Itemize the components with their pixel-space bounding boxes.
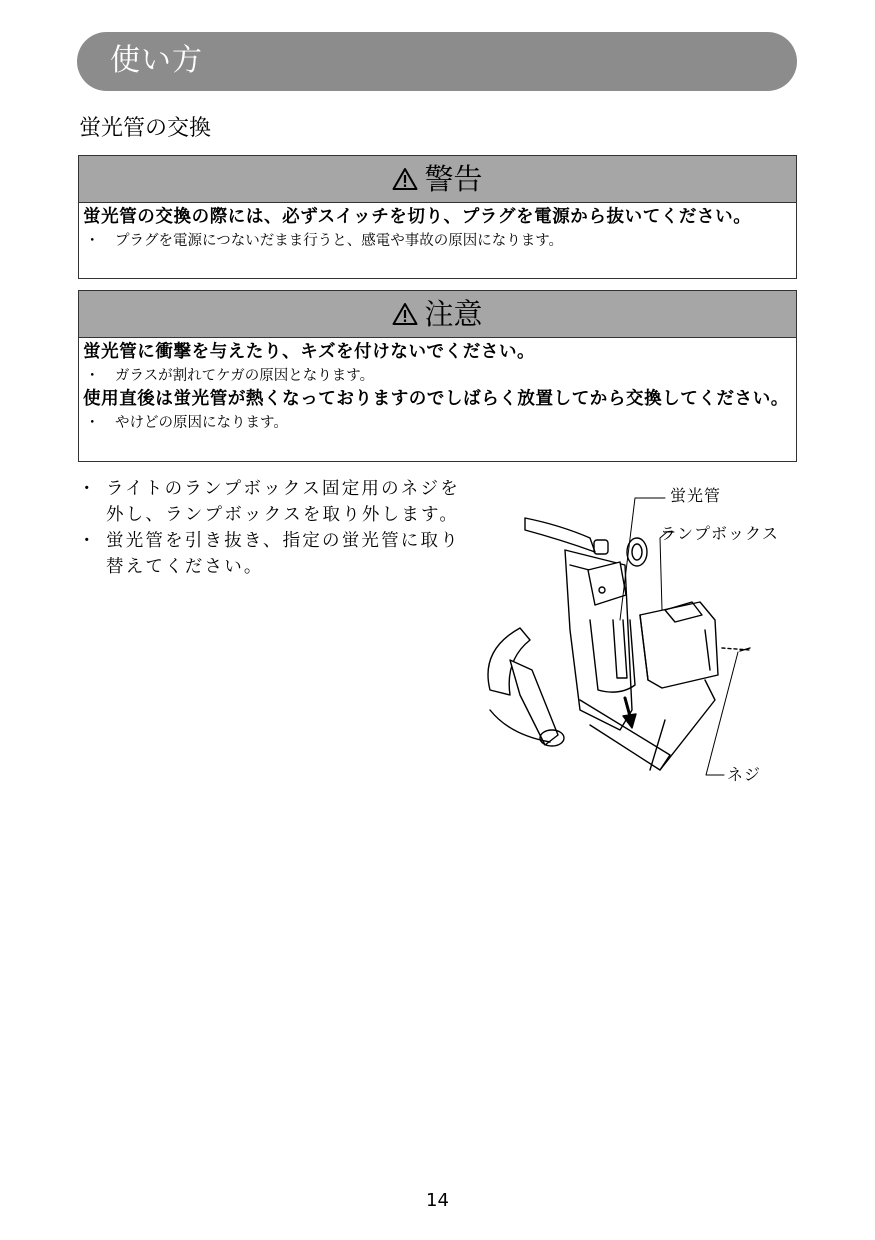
- step-item: [78, 528, 470, 580]
- label-fluorescent-tube: 蛍光管: [670, 486, 722, 505]
- warning-note: [83, 230, 792, 252]
- lamp-replacement-figure: [470, 470, 800, 800]
- step-item: [78, 476, 470, 528]
- bullet: ・: [78, 531, 98, 551]
- bullet: ・: [85, 368, 100, 384]
- caution-note-2: [83, 412, 792, 434]
- page-title: 使い方: [110, 43, 203, 78]
- caution-note-1-text: ガラスが割れてケガの原因となります。: [115, 368, 375, 384]
- label-screw: ネジ: [727, 765, 762, 784]
- caution-label: 注意: [424, 297, 483, 331]
- caution-main-text-1: 蛍光管に衝撃を与えたり、キズを付けないでください。: [83, 342, 536, 362]
- caution-box: [78, 290, 797, 462]
- bullet: ・: [85, 233, 100, 249]
- warning-header: [79, 156, 796, 203]
- caution-note-2-text: やけどの原因になります。: [115, 415, 288, 431]
- warning-triangle-icon: [392, 167, 418, 191]
- lamp-illustration: [470, 470, 800, 800]
- header-bar: [77, 32, 797, 91]
- caution-triangle-icon: [392, 302, 418, 326]
- warning-box: [78, 155, 797, 279]
- warning-note-text: プラグを電源につないだまま行うと、感電や事故の原因になります。: [115, 233, 564, 249]
- bullet: ・: [78, 479, 98, 499]
- caution-header: [79, 291, 796, 338]
- step-text: 蛍光管を引き抜き、指定の蛍光管に取り替えてください。: [106, 531, 460, 577]
- section-title: 蛍光管の交換: [79, 116, 212, 141]
- label-lamp-box: ランプボックス: [660, 524, 779, 543]
- caution-main-text-2: 使用直後は蛍光管が熱くなっておりますのでしばらく放置してから交換してください。: [83, 389, 789, 409]
- page-number: 14: [426, 1190, 449, 1211]
- warning-main-text: 蛍光管の交換の際には、必ずスイッチを切り、プラグを電源から抜いてください。: [83, 207, 752, 227]
- caution-note-1: [83, 365, 792, 387]
- bullet: ・: [85, 415, 100, 431]
- warning-label: 警告: [424, 162, 483, 196]
- step-text: ライトのランプボックス固定用のネジを外し、ランプボックスを取り外します。: [106, 479, 460, 525]
- instruction-steps: [78, 476, 470, 580]
